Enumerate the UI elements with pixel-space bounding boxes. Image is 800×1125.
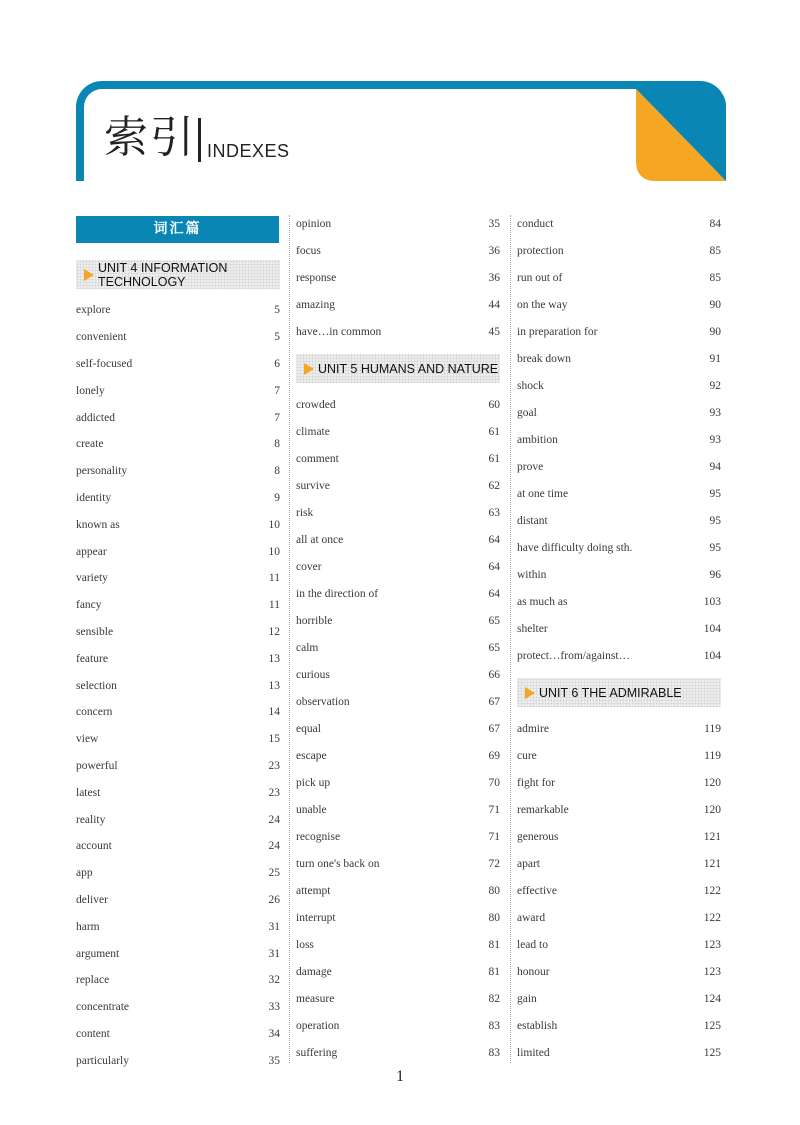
index-column-3 [517, 210, 721, 1066]
header-corner-decoration [636, 89, 726, 181]
entry-page: 8 [274, 465, 280, 478]
entry-page: 61 [488, 425, 500, 438]
index-entry [76, 592, 280, 619]
entry-page: 83 [488, 1019, 500, 1032]
index-entry [517, 931, 721, 958]
entry-page: 14 [268, 706, 280, 719]
entry-word: equal [296, 722, 321, 735]
entry-word: operation [296, 1019, 340, 1032]
index-entry [296, 985, 500, 1012]
index-entry [517, 1012, 721, 1039]
index-entry [517, 1039, 721, 1066]
entry-page: 25 [268, 867, 280, 880]
entry-word: amazing [296, 298, 335, 311]
entry-word: prove [517, 460, 544, 473]
index-entry [296, 688, 500, 715]
entry-page: 44 [488, 298, 500, 311]
unit-heading [76, 260, 280, 289]
entry-page: 6 [274, 357, 280, 370]
entry-page: 95 [709, 514, 721, 527]
entry-word: powerful [76, 759, 118, 772]
entry-page: 9 [274, 491, 280, 504]
entry-page: 71 [488, 803, 500, 816]
index-entry [296, 607, 500, 634]
entry-word: limited [517, 1046, 550, 1059]
entry-word: unable [296, 803, 327, 816]
entry-page: 92 [709, 379, 721, 392]
entry-page: 10 [268, 518, 280, 531]
entry-page: 24 [268, 840, 280, 853]
entry-word: risk [296, 506, 314, 519]
index-entry [76, 753, 280, 780]
entry-word: remarkable [517, 803, 569, 816]
index-entry [76, 887, 280, 914]
page-title-english: INDEXES [207, 141, 290, 161]
index-entry [76, 538, 280, 565]
index-entry [296, 634, 500, 661]
index-entry [517, 453, 721, 480]
entry-page: 80 [488, 911, 500, 924]
index-entry [517, 823, 721, 850]
entry-word: honour [517, 965, 550, 978]
entry-word: account [76, 840, 112, 853]
index-entry [517, 642, 721, 669]
entry-page: 85 [709, 244, 721, 257]
entry-word: loss [296, 938, 314, 951]
index-entry [76, 779, 280, 806]
entry-word: on the way [517, 298, 568, 311]
index-entry [517, 769, 721, 796]
index-entry [296, 1012, 500, 1039]
index-entry [76, 619, 280, 646]
entry-word: convenient [76, 331, 127, 344]
index-column-2 [296, 210, 500, 1066]
index-entry [517, 904, 721, 931]
index-entry [296, 472, 500, 499]
entry-word: create [76, 438, 104, 451]
entry-page: 7 [274, 384, 280, 397]
entry-word: response [296, 271, 337, 284]
index-entry [76, 645, 280, 672]
entry-word: run out of [517, 271, 563, 284]
unit-heading [517, 678, 721, 707]
entry-word: shock [517, 379, 544, 392]
entry-page: 12 [268, 625, 280, 638]
index-entry [76, 806, 280, 833]
entry-page: 93 [709, 433, 721, 446]
entry-page: 104 [703, 622, 721, 635]
entry-word: recognise [296, 830, 341, 843]
page-number: 1 [396, 1068, 404, 1085]
entry-page: 10 [268, 545, 280, 558]
entry-word: have difficulty doing sth. [517, 541, 633, 554]
entry-page: 83 [488, 1046, 500, 1059]
index-entry [76, 297, 280, 324]
entry-word: variety [76, 572, 108, 585]
entry-page: 81 [488, 938, 500, 951]
entry-page: 95 [709, 541, 721, 554]
play-triangle-icon [304, 363, 314, 375]
entry-word: turn one's back on [296, 857, 380, 870]
unit-label: UNIT 5 HUMANS AND NATURE [318, 361, 499, 376]
entry-word: ambition [517, 433, 558, 446]
index-entry [76, 1021, 280, 1048]
entry-word: damage [296, 965, 332, 978]
entry-page: 90 [709, 325, 721, 338]
entry-page: 13 [268, 679, 280, 692]
index-entry [517, 534, 721, 561]
index-entry [296, 291, 500, 318]
entry-word: horrible [296, 614, 333, 627]
entry-word: apart [517, 857, 540, 870]
entry-page: 8 [274, 438, 280, 451]
entry-page: 66 [488, 668, 500, 681]
index-entry [76, 565, 280, 592]
entry-page: 104 [703, 649, 721, 662]
entry-page: 15 [268, 733, 280, 746]
entry-word: within [517, 568, 547, 581]
column-divider [510, 215, 511, 1063]
index-entry [76, 860, 280, 887]
entry-page: 125 [703, 1019, 721, 1032]
entry-page: 24 [268, 813, 280, 826]
index-entry [296, 418, 500, 445]
index-entry [296, 823, 500, 850]
entry-word: lead to [517, 938, 548, 951]
entry-word: all at once [296, 533, 344, 546]
entry-page: 96 [709, 568, 721, 581]
index-entry [76, 404, 280, 431]
index-entry [296, 958, 500, 985]
entry-word: calm [296, 641, 319, 654]
index-entry [76, 511, 280, 538]
entry-word: self-focused [76, 357, 133, 370]
entry-page: 7 [274, 411, 280, 424]
entry-page: 69 [488, 749, 500, 762]
index-entry [517, 345, 721, 372]
entry-word: observation [296, 695, 350, 708]
entry-word: feature [76, 652, 108, 665]
index-entry [296, 715, 500, 742]
entry-page: 123 [703, 965, 721, 978]
entry-word: measure [296, 992, 335, 1005]
index-entry [517, 291, 721, 318]
entry-page: 94 [709, 460, 721, 473]
entry-list [76, 297, 280, 1074]
entry-page: 13 [268, 652, 280, 665]
index-entry [517, 850, 721, 877]
entry-word: protect…from/against… [517, 649, 631, 662]
index-entry [296, 210, 500, 237]
entry-list [296, 210, 500, 345]
entry-page: 93 [709, 406, 721, 419]
entry-word: as much as [517, 595, 568, 608]
index-entry [296, 391, 500, 418]
entry-word: attempt [296, 884, 331, 897]
entry-page: 33 [268, 1001, 280, 1014]
index-entry [517, 399, 721, 426]
entry-page: 123 [703, 938, 721, 951]
entry-word: have…in common [296, 325, 382, 338]
entry-page: 11 [268, 599, 280, 612]
index-entry [517, 426, 721, 453]
entry-word: effective [517, 884, 558, 897]
entry-word: deliver [76, 893, 108, 906]
entry-page: 71 [488, 830, 500, 843]
entry-word: app [76, 867, 93, 880]
index-entry [76, 994, 280, 1021]
entry-page: 125 [703, 1046, 721, 1059]
index-entry [296, 742, 500, 769]
index-entry [517, 561, 721, 588]
index-entry [76, 833, 280, 860]
entry-page: 81 [488, 965, 500, 978]
entry-page: 84 [709, 217, 721, 230]
entry-word: explore [76, 304, 111, 317]
index-entry [296, 931, 500, 958]
entry-word: particularly [76, 1054, 130, 1067]
index-entry [296, 445, 500, 472]
entry-page: 23 [268, 759, 280, 772]
entry-word: crowded [296, 398, 336, 411]
entry-word: lonely [76, 384, 105, 397]
index-entry [76, 699, 280, 726]
index-entry [517, 372, 721, 399]
entry-page: 120 [703, 776, 721, 789]
entry-word: reality [76, 813, 106, 826]
index-entry [296, 904, 500, 931]
entry-page: 35 [488, 217, 500, 230]
page-title-chinese: 索引 [104, 112, 196, 163]
index-entry [517, 877, 721, 904]
entry-word: view [76, 733, 99, 746]
entry-page: 36 [488, 271, 500, 284]
index-entry [517, 237, 721, 264]
entry-word: climate [296, 425, 330, 438]
entry-page: 34 [268, 1027, 280, 1040]
index-entry [76, 726, 280, 753]
entry-word: concentrate [76, 1001, 129, 1014]
index-entry [517, 715, 721, 742]
entry-page: 121 [703, 857, 721, 870]
entry-page: 120 [703, 803, 721, 816]
entry-word: addicted [76, 411, 115, 424]
section-heading: 词汇篇 [76, 216, 279, 243]
entry-word: fancy [76, 599, 102, 612]
entry-word: personality [76, 465, 128, 478]
entry-word: protection [517, 244, 564, 257]
entry-page: 72 [488, 857, 500, 870]
index-entry [76, 351, 280, 378]
index-entry [76, 377, 280, 404]
entry-word: cure [517, 749, 537, 762]
index-entry [517, 480, 721, 507]
entry-page: 91 [709, 352, 721, 365]
entry-word: focus [296, 244, 321, 257]
index-entry [296, 796, 500, 823]
play-triangle-icon [84, 269, 94, 281]
entry-page: 60 [488, 398, 500, 411]
entry-page: 64 [488, 560, 500, 573]
entry-word: goal [517, 406, 537, 419]
title-divider [198, 118, 201, 162]
index-entry [76, 458, 280, 485]
entry-page: 67 [488, 722, 500, 735]
index-entry [517, 264, 721, 291]
entry-word: fight for [517, 776, 556, 789]
entry-page: 64 [488, 587, 500, 600]
entry-page: 23 [268, 786, 280, 799]
play-triangle-icon [525, 687, 535, 699]
entry-list [296, 391, 500, 1066]
index-entry [76, 324, 280, 351]
entry-page: 31 [268, 920, 280, 933]
entry-page: 122 [703, 884, 721, 897]
entry-page: 80 [488, 884, 500, 897]
entry-word: harm [76, 920, 100, 933]
index-entry [517, 985, 721, 1012]
entry-list [517, 210, 721, 669]
unit-label: UNIT 4 INFORMATION TECHNOLOGY [98, 260, 228, 289]
index-entry [76, 967, 280, 994]
entry-page: 36 [488, 244, 500, 257]
index-entry [296, 580, 500, 607]
entry-word: establish [517, 1019, 558, 1032]
entry-word: gain [517, 992, 537, 1005]
entry-word: cover [296, 560, 322, 573]
entry-word: generous [517, 830, 559, 843]
unit-heading [296, 354, 500, 383]
entry-list [517, 715, 721, 1066]
index-entry [296, 264, 500, 291]
entry-page: 70 [488, 776, 500, 789]
index-entry [296, 526, 500, 553]
entry-page: 63 [488, 506, 500, 519]
entry-word: selection [76, 679, 117, 692]
entry-page: 61 [488, 452, 500, 465]
entry-page: 5 [274, 331, 280, 344]
entry-page: 32 [268, 974, 280, 987]
index-entry [517, 615, 721, 642]
entry-word: comment [296, 452, 339, 465]
entry-page: 122 [703, 911, 721, 924]
entry-page: 11 [268, 572, 280, 585]
entry-page: 26 [268, 893, 280, 906]
entry-word: appear [76, 545, 107, 558]
entry-page: 103 [703, 595, 721, 608]
entry-word: content [76, 1027, 110, 1040]
entry-page: 5 [274, 304, 280, 317]
entry-word: curious [296, 668, 330, 681]
index-entry [76, 940, 280, 967]
column-divider [289, 215, 290, 1063]
index-entry [296, 499, 500, 526]
index-entry [76, 913, 280, 940]
index-entry [296, 318, 500, 345]
index-entry [296, 769, 500, 796]
entry-page: 82 [488, 992, 500, 1005]
entry-word: latest [76, 786, 101, 799]
entry-word: escape [296, 749, 327, 762]
index-entry [296, 1039, 500, 1066]
index-column-1 [76, 210, 280, 1074]
index-entry [296, 553, 500, 580]
entry-page: 31 [268, 947, 280, 960]
index-entry [517, 588, 721, 615]
entry-word: in preparation for [517, 325, 598, 338]
entry-word: replace [76, 974, 110, 987]
index-entry [517, 796, 721, 823]
index-entry [296, 237, 500, 264]
entry-word: interrupt [296, 911, 336, 924]
index-entry [296, 850, 500, 877]
index-entry [296, 661, 500, 688]
entry-word: sensible [76, 625, 114, 638]
index-entry [517, 318, 721, 345]
entry-word: pick up [296, 776, 331, 789]
entry-word: shelter [517, 622, 548, 635]
index-entry [76, 431, 280, 458]
entry-page: 64 [488, 533, 500, 546]
entry-page: 67 [488, 695, 500, 708]
entry-word: distant [517, 514, 548, 527]
entry-word: opinion [296, 217, 332, 230]
entry-word: at one time [517, 487, 569, 500]
index-entry [517, 507, 721, 534]
index-entry [517, 742, 721, 769]
entry-word: identity [76, 491, 112, 504]
index-entry [296, 877, 500, 904]
entry-page: 119 [704, 722, 721, 735]
entry-page: 85 [709, 271, 721, 284]
entry-word: break down [517, 352, 571, 365]
entry-page: 119 [704, 749, 721, 762]
entry-page: 121 [703, 830, 721, 843]
entry-word: conduct [517, 217, 554, 230]
entry-word: admire [517, 722, 549, 735]
entry-word: argument [76, 947, 120, 960]
entry-word: survive [296, 479, 330, 492]
index-entry [517, 210, 721, 237]
index-entry [517, 958, 721, 985]
index-entry [76, 672, 280, 699]
entry-page: 45 [488, 325, 500, 338]
entry-page: 90 [709, 298, 721, 311]
entry-word: suffering [296, 1046, 338, 1059]
unit-label: UNIT 6 THE ADMIRABLE [539, 685, 682, 700]
entry-word: known as [76, 518, 120, 531]
entry-page: 65 [488, 641, 500, 654]
entry-page: 65 [488, 614, 500, 627]
entry-word: award [517, 911, 546, 924]
entry-word: in the direction of [296, 587, 379, 600]
entry-page: 124 [703, 992, 721, 1005]
entry-page: 35 [268, 1054, 280, 1067]
entry-word: concern [76, 706, 113, 719]
entry-page: 95 [709, 487, 721, 500]
entry-page: 62 [488, 479, 500, 492]
index-entry [76, 485, 280, 512]
